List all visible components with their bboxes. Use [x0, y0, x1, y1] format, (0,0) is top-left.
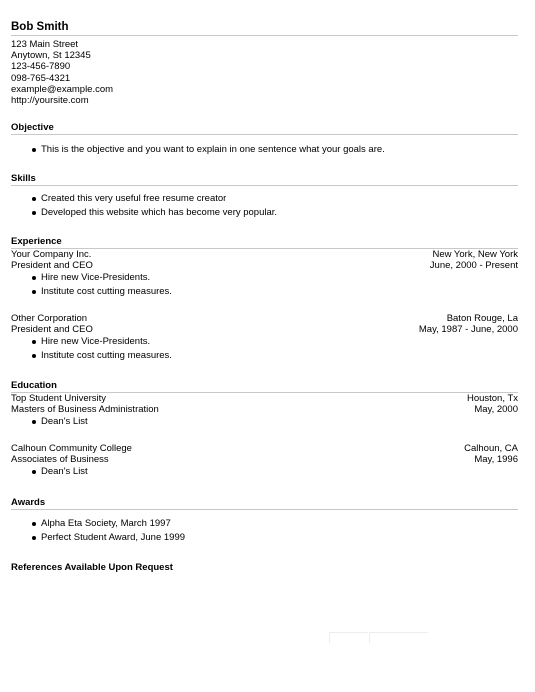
list-item: This is the objective and you want to explain in one sentence what your goals are. — [11, 143, 518, 157]
school-name: Top Student University — [11, 393, 107, 405]
school-honors — [11, 415, 518, 429]
section-title-experience: Experience — [11, 236, 518, 249]
section-title-education: Education — [11, 380, 518, 393]
job-company: Your Company Inc. — [11, 249, 92, 261]
contact-city: Anytown, St 12345 — [11, 50, 91, 62]
references-note: References Available Upon Request — [11, 562, 173, 574]
job-duties — [11, 335, 518, 363]
list-item: Institute cost cutting measures. — [11, 349, 518, 363]
education-section — [11, 380, 518, 479]
experience-section — [11, 236, 518, 363]
school-name: Calhoun Community College — [11, 443, 132, 455]
list-item: Hire new Vice-Presidents. — [11, 271, 518, 285]
section-title-objective: Objective — [11, 122, 518, 135]
faint-divider — [329, 632, 368, 643]
contact-phone-secondary: 098-765-4321 — [11, 72, 71, 84]
section-title-skills: Skills — [11, 173, 518, 186]
job-company: Other Corporation — [11, 313, 88, 325]
school-date: May, 2000 — [474, 404, 518, 416]
school-date: May, 1996 — [474, 454, 518, 466]
list-item: Created this very useful free resume creator — [11, 192, 518, 206]
job-location: Baton Rouge, La — [446, 313, 518, 325]
school-entry — [11, 393, 518, 429]
contact-street: 123 Main Street — [11, 39, 79, 50]
job-entry — [11, 249, 518, 299]
objective-section — [11, 122, 518, 157]
school-degree: Masters of Business Administration — [11, 404, 159, 416]
list-item: Dean's List — [11, 465, 518, 479]
awards-section — [11, 497, 518, 545]
job-entry — [11, 313, 518, 363]
school-honors — [11, 465, 518, 479]
contact-phone-primary: 123-456-7890 — [11, 61, 71, 73]
list-item: Institute cost cutting measures. — [11, 285, 518, 299]
school-degree: Associates of Business — [11, 454, 109, 466]
list-item: Dean's List — [11, 415, 518, 429]
job-dates: June, 2000 - Present — [429, 260, 518, 272]
resume-name: Bob Smith — [11, 20, 518, 36]
list-item: Perfect Student Award, June 1999 — [11, 531, 518, 545]
skills-section — [11, 173, 518, 220]
job-position: President and CEO — [11, 260, 93, 272]
school-location: Houston, Tx — [466, 393, 518, 405]
skills-list — [11, 192, 518, 220]
list-item: Developed this website which has become very popular. — [11, 206, 518, 220]
awards-list — [11, 517, 518, 545]
contact-block — [11, 39, 518, 106]
job-duties — [11, 271, 518, 299]
faint-divider — [369, 632, 428, 643]
job-position: President and CEO — [11, 324, 93, 336]
job-dates: May, 1987 - June, 2000 — [418, 324, 518, 336]
job-location: New York, New York — [432, 249, 518, 261]
section-title-awards: Awards — [11, 497, 518, 510]
list-item: Hire new Vice-Presidents. — [11, 335, 518, 349]
resume — [11, 20, 518, 574]
contact-website: http://yoursite.com — [11, 94, 89, 106]
contact-email: example@example.com — [11, 83, 114, 95]
school-location: Calhoun, CA — [464, 443, 518, 455]
objective-list — [11, 143, 518, 157]
school-entry — [11, 443, 518, 479]
list-item: Alpha Eta Society, March 1997 — [11, 517, 518, 531]
